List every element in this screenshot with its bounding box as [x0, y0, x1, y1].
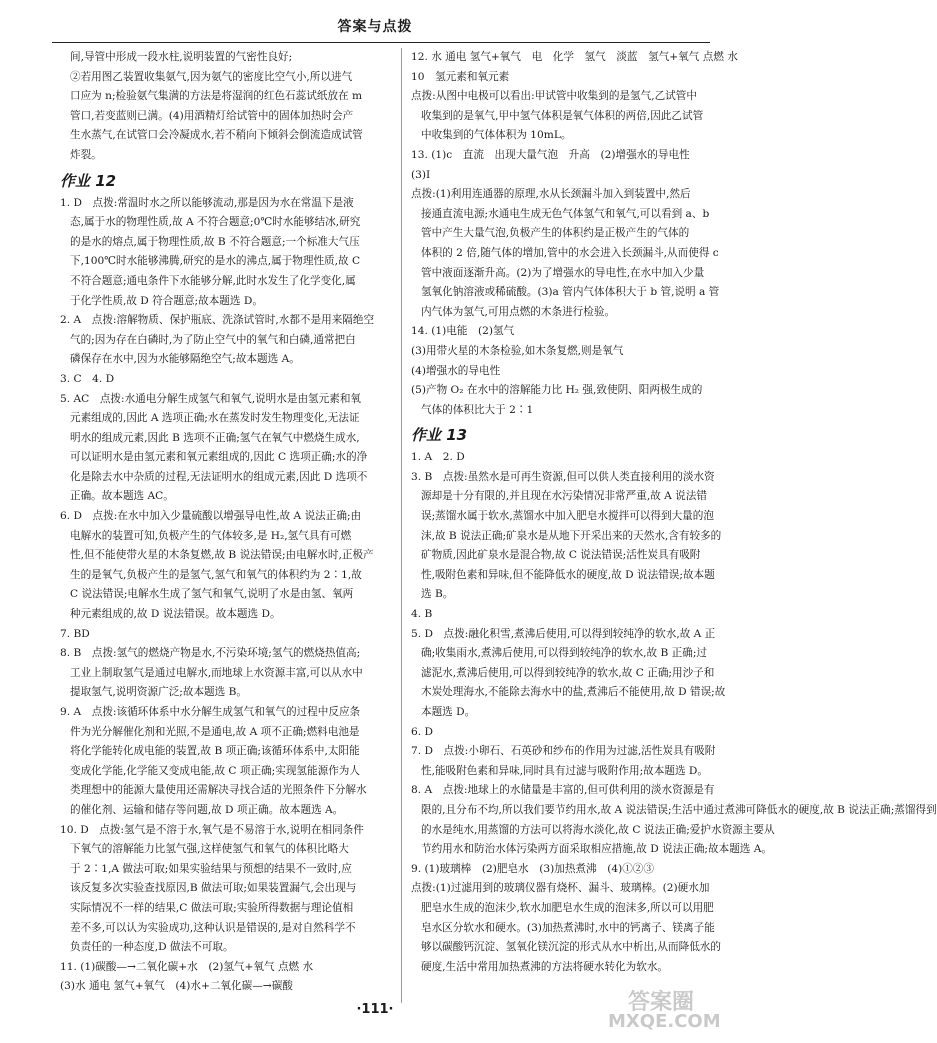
text-line: 硬度,生活中常用加热煮沸的方法将硬水转化为软水。: [421, 960, 669, 973]
text-line: 够以碳酸钙沉淀、氢氧化镁沉淀的形式从水中析出,从而降低水的: [421, 941, 721, 954]
text-line: 的水是纯水,用蒸馏的方法可以将海水淡化,故 C 说法正确;爱护水资源主要从: [421, 823, 775, 836]
text-line: 管中液面逐渐升高。(2)为了增强水的导电性,在水中加入少量: [421, 266, 705, 279]
text-line: 9. A 点拨:该循环体系中水分解生成氢气和氧气的过程中反应条: [60, 706, 361, 718]
text-line: 皂水区分软水和硬水。(3)加热煮沸时,水中的钙离子、镁离子能: [421, 921, 715, 934]
text-line: 选 B。: [421, 588, 454, 601]
text-line: 点拨:(1)过滤用到的玻璃仪器有烧杯、漏斗、玻璃棒。(2)硬水加: [411, 882, 710, 895]
text-line: 性,吸附色素和异味,但不能降低水的硬度,故 D 说法错误;故本题: [421, 568, 715, 581]
text-line: 滤泥水,煮沸后使用,可以得到较纯净的软水,故 C 正确;用沙子和: [421, 666, 715, 679]
text-line: 7. D 点拨:小卵石、石英砂和纱布的作用为过滤,活性炭具有吸附: [411, 745, 716, 758]
text-line: C 说法错误;电解水生成了氢气和氧气,说明了水是由氢、氧两: [70, 588, 354, 601]
left-intro: [60, 48, 394, 166]
text-line: 件为光分解催化剂和光照,不是通电,故 A 项不正确;燃料电池是: [70, 725, 360, 738]
text-line: 本题选 D。: [421, 706, 476, 718]
watermark-top: 答案圈: [628, 990, 695, 1015]
text-line: 气体的体积比大于 2∶1: [421, 403, 534, 416]
text-line: 工业上制取氢气是通过电解水,而地球上水资源丰富,可以从水中: [70, 666, 363, 679]
text-line: 接通直流电源;水通电生成无色气体氢气和氧气,可以看到 a、b: [421, 207, 710, 220]
text-line: 气的;因为存在白磷时,为了防止空气中的氧气和白磷,通常把白: [70, 333, 356, 346]
text-line: 变成化学能,化学能又变成电能,故 C 项正确;实现氢能源作为人: [70, 764, 360, 777]
text-line: 内气体为氢气,可用点燃的木条进行检验。: [421, 305, 616, 318]
text-line: 10 氢元素和氧元素: [411, 70, 510, 83]
text-line: 5. AC 点拨:水通电分解生成氢气和氧气,说明水是由氢元素和氧: [60, 392, 362, 405]
text-line: 收集到的是氧气,甲中氢气体积是氧气体积的两倍,因此乙试管: [421, 109, 704, 122]
text-line: 下,100℃时水能够沸腾,研究的是水的沸点,属于物理性质,故 C: [70, 255, 361, 268]
text-line: 管口,若变蓝则已满。(4)用酒精灯给试管中的固体加热时会产: [70, 109, 354, 122]
text-line: 1. D 点拨:常温时水之所以能够流动,那是因为水在常温下是液: [60, 196, 354, 209]
text-line: (3)水 通电 氢气+氧气 (4)水+二氧化碳—→碳酸: [60, 980, 293, 993]
section-heading-12: 作业 12: [60, 171, 117, 190]
text-line: 生的是氧气,负极产生的是氢气,氢气和氧气的体积约为 2∶1,故: [70, 568, 362, 581]
text-line: 负责任的一种态度,D 做法不可取。: [70, 941, 234, 954]
text-line: (3)用带火星的木条检验,如木条复燃,则是氧气: [411, 344, 624, 357]
text-line: 该反复多次实验查找原因,B 做法可取;如果装置漏气,会出现与: [70, 882, 357, 895]
text-line: 10. D 点拨:氢气是不溶于水,氧气是不易溶于水,说明在相同条件: [60, 823, 364, 836]
text-line: 7. BD: [60, 627, 90, 640]
text-line: 矿物质,因此矿泉水是混合物,故 C 说法错误;活性炭具有吸附: [421, 549, 701, 562]
text-line: 节约用水和防治水体污染两方面采取相应措施,故 D 说法正确;故本题选 A。: [421, 843, 772, 856]
text-line: 木炭处理海水,不能除去海水中的盐,煮沸后不能使用,故 D 错误;故: [421, 686, 726, 699]
text-line: 可以证明水是由氢元素和氧元素组成的,因此 C 选项正确;水的净: [70, 451, 368, 464]
text-line: 下氧气的溶解能力比氢气强,这样使氢气和氧气的体积比略大: [70, 843, 349, 856]
text-line: 性,能吸附色素和异味,同时具有过滤与吸附作用;故本题选 D。: [421, 764, 709, 777]
text-line: 种元素组成的,故 D 说法错误。故本题选 D。: [70, 608, 281, 621]
text-line: ②若用图乙装置收集氨气,因为氨气的密度比空气小,所以进气: [70, 70, 353, 83]
text-line: 管中产生大量气泡,负极产生的体积约是正极产生的气体的: [421, 227, 690, 240]
left-column: [60, 48, 394, 997]
text-line: (5)产物 O₂ 在水中的溶解能力比 H₂ 强,致使阴、阳两极生成的: [411, 384, 703, 397]
text-line: 间,导管中形成一段水柱,说明装置的气密性良好;: [70, 51, 293, 63]
text-line: 元素组成的,因此 A 选项正确;水在蒸发时发生物理变化,无法证: [70, 412, 360, 425]
page-header: [0, 0, 750, 46]
text-line: 实际情况不一样的结果,C 做法可取;实验所得数据与理论值相: [70, 901, 354, 914]
text-line: 6. D: [411, 725, 433, 738]
text-line: 于 2∶1,A 做法可取;如果实验结果与预想的结果不一致时,应: [70, 862, 352, 875]
text-line: 1. A 2. D: [411, 451, 465, 464]
text-line: 炸裂。: [70, 148, 102, 161]
text-line: 8. A 点拨:地球上的水储量是丰富的,但可供利用的淡水资源是有: [411, 784, 715, 797]
text-line: 化是除去水中杂质的过程,无法证明水的组成元素,因此 D 选项不: [70, 470, 368, 483]
text-line: (3)Ⅰ: [411, 168, 431, 181]
watermark-logo: [598, 985, 738, 1033]
right-column: [411, 48, 937, 977]
right-body-a: [411, 48, 741, 420]
text-line: 提取氢气,说明资源广泛;故本题选 B。: [70, 686, 247, 699]
text-line: 13. (1)c 直流 出现大量气泡 升高 (2)增强水的导电性: [411, 148, 690, 161]
header-title: 答案与点拨: [337, 19, 413, 35]
text-line: 口应为 n;检验氨气集满的方法是将湿润的红色石蕊试纸放在 m: [70, 90, 363, 103]
text-line: 源却是十分有限的,并且现在水污染情况非常严重,故 A 说法错: [421, 490, 707, 503]
text-line: 14. (1)电能 (2)氢气: [411, 325, 515, 338]
text-line: 3. C 4. D: [60, 372, 115, 385]
text-line: 2. A 点拨:溶解物质、保护瓶底、洗涤试管时,水都不是用来隔绝空: [60, 314, 375, 327]
text-line: 态,属于水的物理性质,故 A 不符合题意;0℃时水能够结冰,研究: [70, 216, 361, 229]
text-line: 正确。故本题选 AC。: [70, 490, 174, 503]
text-line: 不符合题意;通电条件下水能够分解,此时水发生了化学变化,属: [70, 274, 356, 287]
right-body-b: [411, 448, 937, 977]
text-line: 类理想中的能源大量使用还需解决寻找合适的光照条件下分解水: [70, 784, 367, 797]
text-line: 明水的组成元素,因此 B 选项不正确;氢气在氧气中燃烧生成水,: [70, 431, 360, 444]
text-line: 于化学性质,故 D 符合题意;故本题选 D。: [70, 294, 263, 307]
text-line: 沫,故 B 说法正确;矿泉水是从地下开采出来的天然水,含有较多的: [421, 529, 722, 542]
text-line: 5. D 点拨:融化积雪,煮沸后使用,可以得到较纯净的软水,故 A 正: [411, 627, 716, 640]
text-line: 肥皂水生成的泡沫少,软水加肥皂水生成的泡沫多,所以可以用肥: [421, 901, 714, 914]
page-number: ·111·: [356, 1002, 394, 1017]
column-divider: [401, 48, 402, 1003]
text-line: 氢氧化钠溶液或稀硫酸。(3)a 管内气体体积大于 b 管,说明 a 管: [421, 286, 720, 299]
text-line: 点拨:从图中电极可以看出:甲试管中收集到的是氢气,乙试管中: [411, 90, 697, 103]
text-line: 将化学能转化成电能的装置,故 B 项正确;该循环体系中,太阳能: [70, 745, 360, 758]
header-rule: [52, 42, 710, 43]
text-line: 的是水的熔点,属于物理性质,故 B 不符合题意;一个标准大气压: [70, 235, 360, 248]
text-line: 电解水的装置可知,负极产生的气体较多,是 H₂,氢气具有可燃: [70, 529, 352, 542]
text-line: 6. D 点拨:在水中加入少量硫酸以增强导电性,故 A 说法正确;由: [60, 510, 362, 523]
text-line: 生水蒸气,在试管口会冷凝成水,若不稍向下倾斜会倒流造成试管: [70, 129, 363, 142]
text-line: 8. B 点拨:氢气的燃烧产物是水,不污染环境;氢气的燃烧热值高;: [60, 647, 361, 660]
text-line: 性,但不能使带火星的木条复燃,故 B 说法错误;由电解水时,正极产: [70, 549, 374, 562]
text-line: 3. B 点拨:虽然水是可再生资源,但可以供人类直接利用的淡水资: [411, 470, 715, 483]
text-line: 9. (1)玻璃棒 (2)肥皂水 (3)加热煮沸 (4)①②③: [411, 862, 654, 875]
text-line: 12. 水 通电 氢气+氧气 电 化学 氢气 淡蓝 氢气+氧气 点燃 水: [411, 51, 738, 63]
text-line: 点拨:(1)利用连通器的原理,水从长颈漏斗加入到装置中,然后: [411, 188, 691, 201]
text-line: 误;蒸馏水属于软水,蒸馏水中加入肥皂水搅拌可以得到大量的泡: [421, 510, 714, 523]
text-line: 体积的 2 倍,随气体的增加,管中的水会进入长颈漏斗,从而使得 c: [421, 246, 719, 259]
text-line: 的催化剂、运输和储存等问题,故 D 项正确。故本题选 A。: [70, 803, 344, 816]
text-line: 中收集到的气体体积为 10mL。: [421, 129, 572, 142]
watermark-bottom: MXQE.COM: [608, 1011, 721, 1032]
left-body: [60, 194, 394, 997]
text-line: 4. B: [411, 608, 433, 621]
text-line: 差不多,可以认为实验成功,这种认识是错误的,是对自然科学不: [70, 921, 356, 934]
text-line: 磷保存在水中,因为水能够隔绝空气;故本题选 A。: [70, 353, 300, 366]
text-line: 限的,且分布不均,所以我们要节约用水,故 A 说法错误;生活中通过煮沸可降低水的硬度,故 B 说法正确;蒸馏得到: [421, 803, 937, 816]
text-line: 11. (1)碳酸—→二氧化碳+水 (2)氢气+氧气 点燃 水: [60, 960, 314, 973]
text-line: 确;收集雨水,煮沸后使用,可以得到较纯净的软水,故 B 正确;过: [421, 647, 708, 660]
text-line: (4)增强水的导电性: [411, 364, 501, 377]
section-heading-13: 作业 13: [411, 426, 468, 445]
